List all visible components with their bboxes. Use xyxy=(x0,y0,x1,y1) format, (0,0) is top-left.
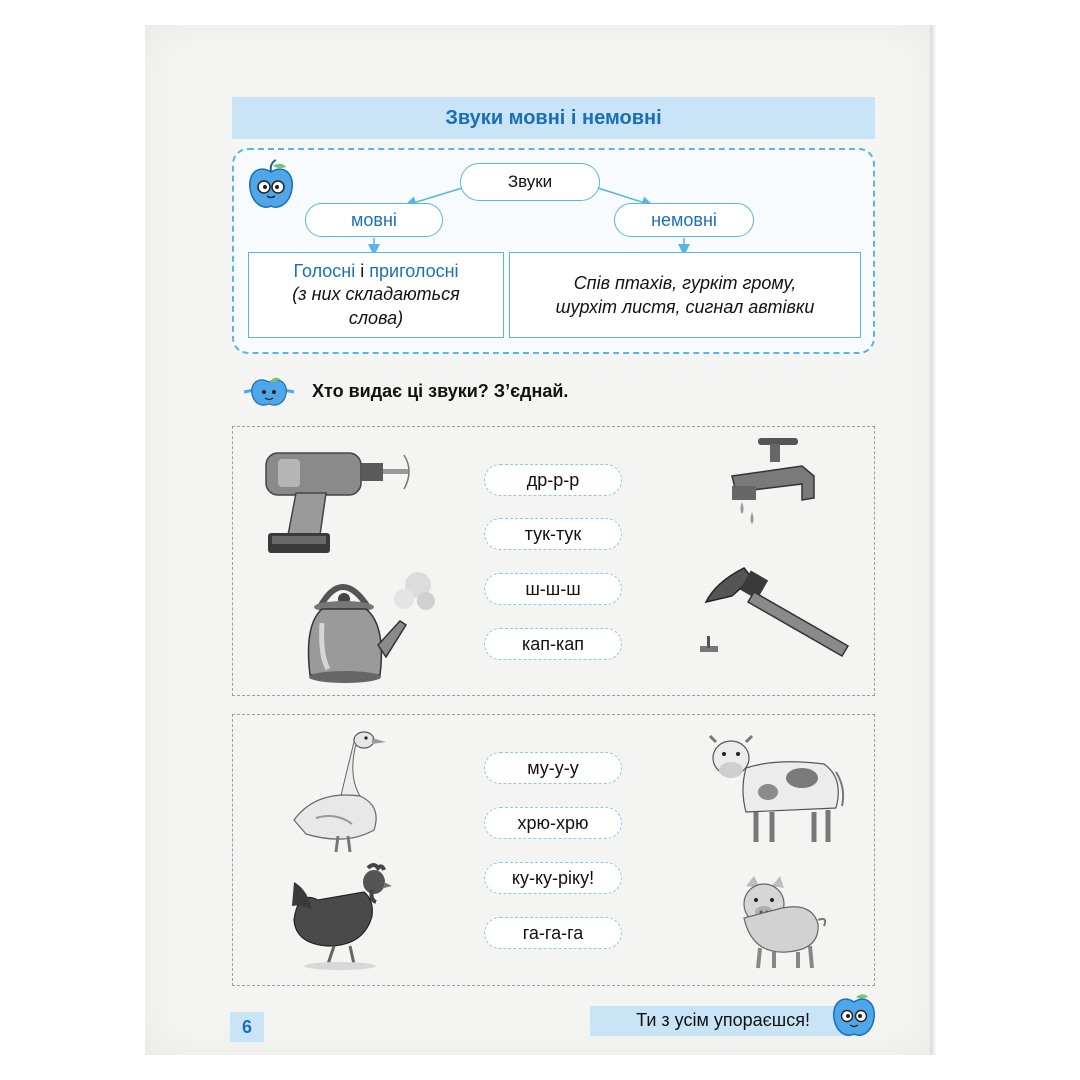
consonants-label: приголосні xyxy=(369,261,459,281)
sound-option-6[interactable]: хрю-хрю xyxy=(484,807,622,839)
apple-mascot-footer-icon xyxy=(830,990,878,1040)
sound-option-3[interactable]: ш-ш-ш xyxy=(484,573,622,605)
examples-line-2: шурхіт листя, сигнал автівки xyxy=(555,297,815,317)
sound-option-7[interactable]: ку-ку-ріку! xyxy=(484,862,622,894)
sound-option-4[interactable]: кап-кап xyxy=(484,628,622,660)
sound-option-1[interactable]: др-р-р xyxy=(484,464,622,496)
note-line-1: (з них складаються xyxy=(292,284,460,304)
sound-option-8[interactable]: га-га-га xyxy=(484,917,622,949)
page-number: 6 xyxy=(230,1012,264,1042)
drill-image xyxy=(258,443,418,558)
note-line-2: слова) xyxy=(348,308,404,328)
cow-image xyxy=(706,728,850,852)
kettle-image xyxy=(300,565,440,690)
apple-mascot-small-icon xyxy=(240,374,298,408)
rooster-image xyxy=(288,860,398,972)
branch-speech-sounds: мовні xyxy=(305,203,443,237)
vowels-consonants-line xyxy=(293,260,458,282)
sound-option-5[interactable]: му-у-у xyxy=(484,752,622,784)
root-node-sounds: Звуки xyxy=(460,163,600,201)
sound-option-2[interactable]: тук-тук xyxy=(484,518,622,550)
pig-image xyxy=(722,872,832,972)
non-speech-sounds-box xyxy=(509,252,861,338)
faucet-image xyxy=(722,432,822,532)
page-title: Звуки мовні і немовні xyxy=(445,106,662,129)
footer-encouragement: Ти з усім упораєшся! xyxy=(636,1009,810,1030)
task-row xyxy=(240,374,568,408)
speech-sounds-box xyxy=(248,252,504,338)
examples-line-1: Спів птахів, гуркіт грому, xyxy=(573,273,797,293)
branch-non-speech-sounds: немовні xyxy=(614,203,754,237)
task-instruction: Хто видає ці звуки? З’єднай. xyxy=(312,380,569,401)
conjunction-label: і xyxy=(355,261,370,281)
footer-band xyxy=(590,996,860,1044)
hammer-image xyxy=(696,562,856,662)
vowels-label: Голосні xyxy=(293,261,356,281)
goose-image xyxy=(286,726,396,854)
